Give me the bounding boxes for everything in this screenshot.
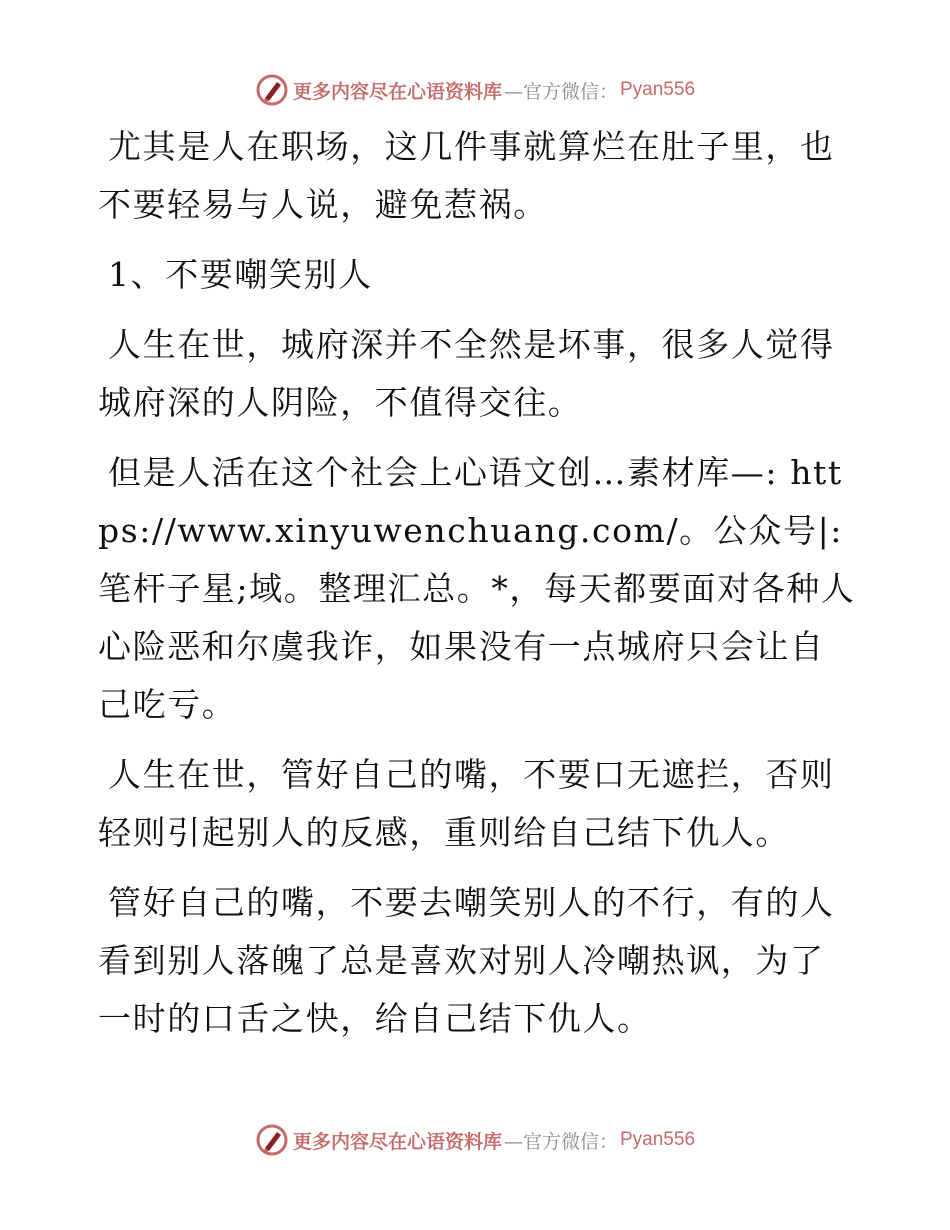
footer-official-label: —官方微信： bbox=[503, 1130, 618, 1153]
pen-logo-icon bbox=[255, 73, 289, 107]
header-tagline: 更多内容尽在心语资料库 bbox=[292, 80, 502, 103]
document-body bbox=[98, 118, 858, 1060]
paragraph: 管好自己的嘴，不要去嘲笑别人的不行，有的人看到别人落魄了总是喜欢对别人冷嘲热讽，为了一时的口舌之快，给自己结下仇人。 bbox=[98, 883, 835, 1038]
footer-tagline: 更多内容尽在心语资料库 bbox=[292, 1130, 502, 1153]
header-official-label: —官方微信： bbox=[503, 80, 618, 103]
paragraph: 尤其是人在职场，这几件事就算烂在肚子里，也不要轻易与人说，避免惹祸。 bbox=[98, 127, 835, 224]
header-banner bbox=[0, 70, 950, 110]
section-heading: 1、不要嘲笑别人 bbox=[108, 255, 373, 294]
pen-logo-icon bbox=[255, 1123, 289, 1157]
footer-banner bbox=[0, 1120, 950, 1160]
paragraph: 人生在世，管好自己的嘴，不要口无遮拦，否则轻则引起别人的反感，重则给自己结下仇人。 bbox=[98, 755, 835, 852]
paragraph: 人生在世，城府深并不全然是坏事，很多人觉得城府深的人阴险，不值得交往。 bbox=[98, 325, 835, 422]
footer-wechat-id: Pyan556 bbox=[620, 1129, 696, 1150]
paragraph: 但是人活在这个社会上心语文创…素材库—: https://www.xinyuwenchuang.com/。公众号|: 笔杆子星;域。整理汇总。*，每天都要面对各种人心险恶和尔虞我诈，如果没有一点城府只会让自己吃亏。 bbox=[98, 453, 856, 724]
header-wechat-id: Pyan556 bbox=[620, 79, 696, 100]
